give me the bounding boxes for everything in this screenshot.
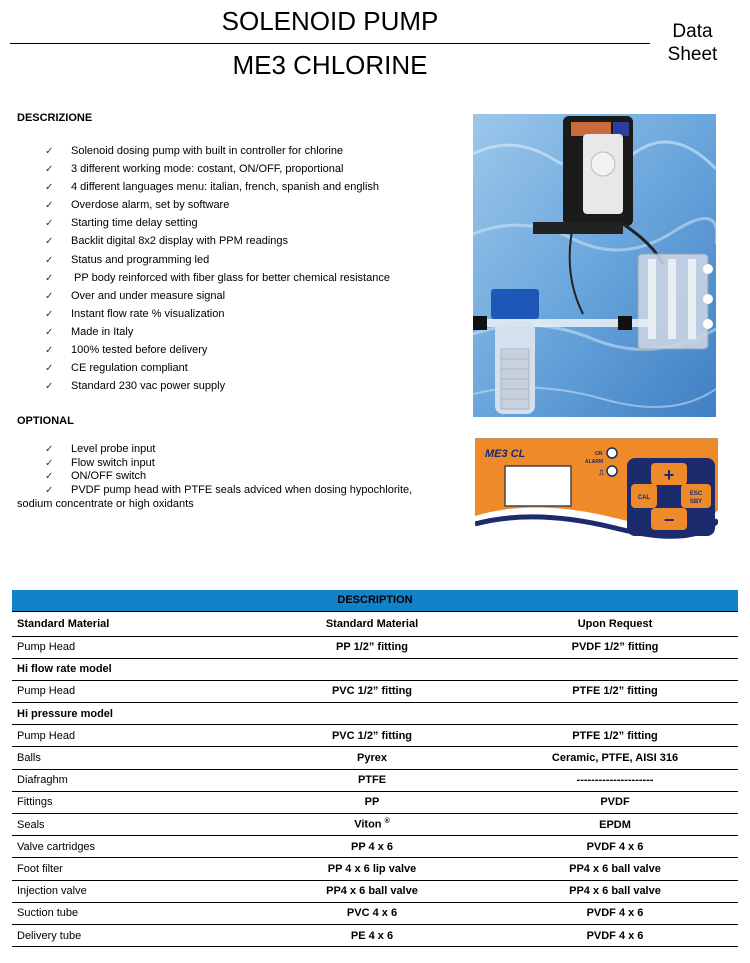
optional-text: ON/OFF switch [71,470,147,483]
table-row [12,747,738,769]
check-icon: ✓ [45,218,54,230]
optional-text: Level probe input [71,443,156,455]
feature-text: CE regulation compliant [71,362,188,375]
value-cell: PP4 x 6 ball valve [252,880,492,902]
column-header: Standard Material [252,611,492,636]
row-label-cell: Pump Head [12,636,252,658]
list-item [45,484,412,498]
list-item [45,325,390,343]
data-sheet-line-1: Data [672,21,713,42]
check-icon: ✓ [45,326,54,338]
feature-text: Status and programming led [71,253,210,266]
value-cell: PVDF [492,791,738,813]
feature-text: Backlit digital 8x2 display with PPM readings [71,235,289,248]
value-cell: PP 4 x 6 [252,836,492,858]
list-item [45,343,390,361]
table-row [12,924,738,946]
title-line-2: ME3 CHLORINE [232,50,428,80]
list-item [45,253,390,271]
value-cell: PP 4 x 6 lip valve [252,858,492,880]
row-label-cell: Fittings [12,791,252,813]
check-icon: ✓ [45,146,54,157]
row-label-cell: Delivery tube [12,924,252,946]
display-screen [505,466,571,506]
title-divider [10,43,650,44]
value-cell: PP4 x 6 ball valve [492,858,738,880]
check-icon: ✓ [45,308,54,320]
control-panel-graphic [475,438,718,553]
table-body [12,636,738,947]
optional-heading: OPTIONAL [17,415,74,427]
value-cell: PVC 1/2” fitting [252,725,492,747]
check-icon: ✓ [45,485,54,497]
column-header: Standard Material [12,611,252,636]
table-row [12,791,738,813]
check-icon: ✓ [45,200,54,212]
row-label-cell: Valve cartridges [12,836,252,858]
cal-label: CAL [637,495,651,501]
alarm-label: ALARM [585,459,604,465]
materials-table [12,590,738,947]
table-row [12,636,738,658]
value-cell: PVDF 4 x 6 [492,902,738,924]
subheader-cell: Hi pressure model [12,703,738,725]
panel-model-label: ME3 CL [485,448,526,460]
row-label-cell: Pump Head [12,680,252,702]
optional-list [45,443,412,498]
product-photo [473,114,716,417]
feature-text: Starting time delay setting [71,217,198,230]
list-item [45,216,390,234]
on-led-icon [607,448,617,458]
row-label-cell: Suction tube [12,902,252,924]
pulse-label: ⎍ [599,469,604,477]
row-label-cell: Diafraghm [12,769,252,791]
column-header: Upon Request [492,611,738,636]
row-label-cell: Balls [12,747,252,769]
materials-table-container [12,590,738,947]
check-icon: ✓ [45,254,54,266]
value-cell: PVC 4 x 6 [252,902,492,924]
check-icon: ✓ [45,164,54,176]
feature-text: 3 different working mode: costant, ON/OFF, proportional [71,163,344,176]
table-row [12,880,738,902]
check-icon: ✓ [45,381,54,393]
value-cell: Pyrex [252,747,492,769]
feature-text: Standard 230 vac power supply [71,380,226,393]
value-cell: PE 4 x 6 [252,924,492,946]
list-item [45,271,390,289]
feature-text: Instant flow rate % visualization [71,307,225,320]
feature-text: Made in Italy [71,325,134,338]
check-icon: ✓ [45,182,54,194]
feature-text: 4 different languages menu: italian, french, spanish and english [71,181,380,194]
plus-label: + [663,465,675,485]
table-row [12,902,738,924]
value-cell: PP4 x 6 ball valve [492,880,738,902]
value-cell: --------------------- [492,769,738,791]
row-label-cell: Foot filter [12,858,252,880]
list-item [45,443,412,457]
list-item [45,144,390,162]
list-item [45,289,390,307]
feature-text: 100% tested before delivery [71,344,208,357]
table-subheader-row [12,658,738,680]
registered-mark: ® [384,818,390,826]
list-item [45,470,412,484]
row-label-cell: Seals [12,814,252,836]
value-cell: PTFE [252,769,492,791]
feature-text: Over and under measure signal [71,289,226,302]
list-item [45,361,390,379]
table-row [12,836,738,858]
feature-text: Solenoid dosing pump with built in controller for chlorine [71,145,344,157]
value-cell: PVC 1/2” fitting [252,680,492,702]
list-item [45,162,390,180]
alarm-led-icon [607,466,617,476]
table-row [12,725,738,747]
value-cell: PTFE 1/2” fitting [492,725,738,747]
on-label: ON [595,451,603,457]
table-row [12,769,738,791]
check-icon: ✓ [45,290,54,302]
optional-text: Flow switch input [71,456,155,469]
value-cell: PVDF 4 x 6 [492,836,738,858]
feature-text: Overdose alarm, set by software [71,199,230,212]
sby-label: SBY [689,499,703,505]
descrizione-heading: DESCRIZIONE [17,112,93,124]
check-icon: ✓ [45,272,54,284]
list-item [45,198,390,216]
list-item [45,234,390,252]
control-panel [475,438,718,553]
value-cell: PP [252,791,492,813]
feature-text: PP body reinforced with fiber glass for better chemical resistance [71,271,390,284]
check-icon: ✓ [45,444,54,455]
list-item [45,307,390,325]
title-line-1: SOLENOID PUMP [221,6,439,36]
value-cell: Viton ® [252,814,492,836]
check-icon: ✓ [45,363,54,375]
subheader-cell: Hi flow rate model [12,658,738,680]
value-cell: PVDF 1/2” fitting [492,636,738,658]
check-icon: ✓ [45,236,54,248]
list-item [45,379,390,397]
value-cell: Ceramic, PTFE, AISI 316 [492,747,738,769]
feature-list [45,144,390,397]
check-icon: ✓ [45,471,54,483]
check-icon: ✓ [45,345,54,357]
minus-label: − [663,510,675,530]
table-row [12,814,738,836]
table-header-row [12,611,738,636]
table-banner: DESCRIPTION [12,590,738,611]
value-cell: PP 1/2” fitting [252,636,492,658]
list-item [45,457,412,471]
data-sheet-line-2: Sheet [667,44,718,65]
table-subheader-row [12,703,738,725]
check-icon: ✓ [45,457,54,469]
optional-text: PVDF pump head with PTFE seals adviced when dosing hypochlorite, [71,484,413,497]
data-sheet-label [655,20,730,66]
value-cell: EPDM [492,814,738,836]
row-label-cell: Pump Head [12,725,252,747]
row-label-cell: Injection valve [12,880,252,902]
table-row [12,680,738,702]
value-cell: PTFE 1/2” fitting [492,680,738,702]
optional-continuation: sodium concentrate or high oxidants [17,498,194,510]
esc-label: ESC [689,491,703,497]
table-row [12,858,738,880]
value-cell: PVDF 4 x 6 [492,924,738,946]
list-item [45,180,390,198]
